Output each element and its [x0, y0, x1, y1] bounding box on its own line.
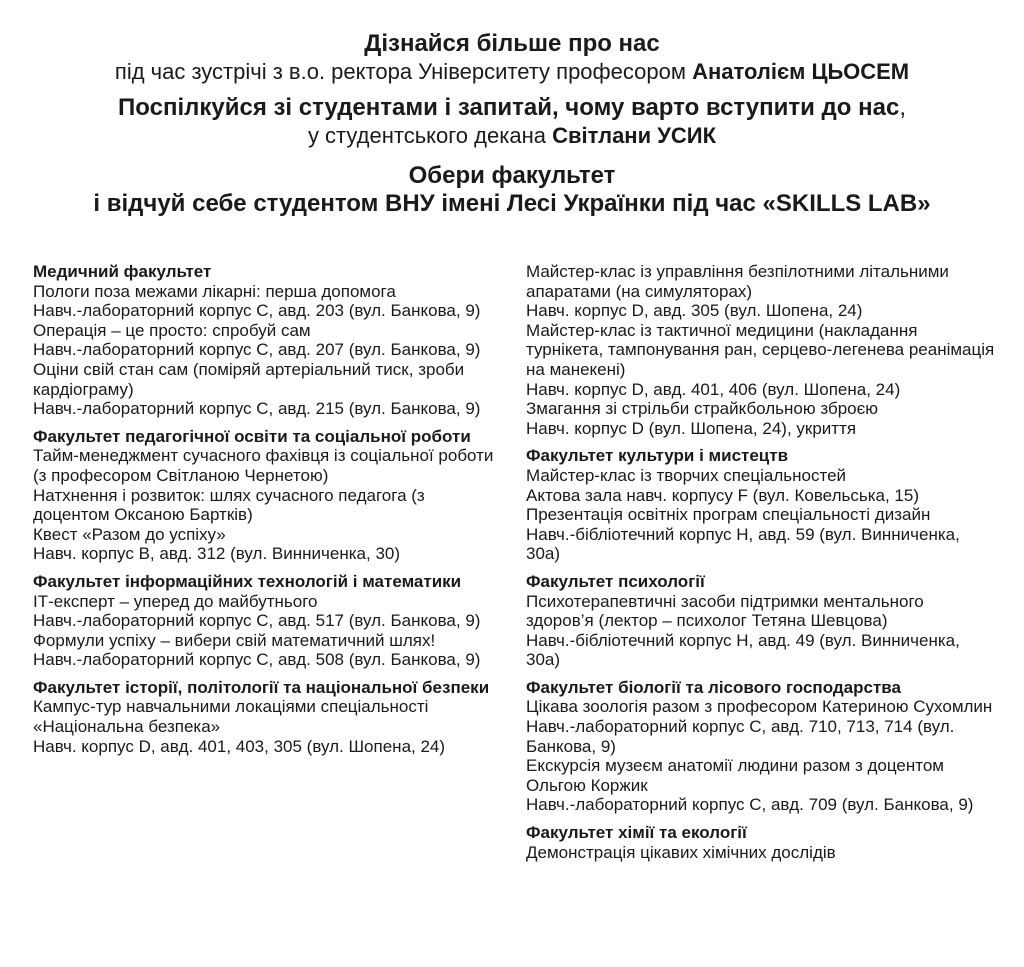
- dean-name: Світлани УСИК: [552, 123, 717, 148]
- students-invite-line: [0, 94, 1024, 122]
- rector-name: Анатолієм ЦЬОСЕМ: [692, 59, 910, 84]
- header-title: Дізнайся більше про нас: [364, 30, 660, 57]
- faculty-title: Факультет історії, політології та національної безпеки: [33, 677, 490, 697]
- event-line: Навч. корпус D, авд. 401, 406 (вул. Шопена, 24): [526, 379, 901, 399]
- event-line: Навч.-лабораторний корпус С, авд. 709 (вул. Банкова, 9): [526, 795, 974, 815]
- right-column: [526, 262, 996, 870]
- students-invite-text: Поспілкуйся зі студентами і запитай, чому варто вступити до нас: [118, 94, 900, 121]
- event-line: Оціни свій стан сам (поміряй артеріальний тиск, зроби кардіограму): [33, 359, 465, 399]
- left-column: [33, 262, 503, 764]
- event-line: Операція – це просто: спробуй сам: [33, 320, 311, 340]
- faculty-title: Факультет культури і мистецтв: [526, 446, 789, 466]
- event-line: Демонстрація цікавих хімічних дослідів: [526, 842, 836, 862]
- event-line: Майстер-клас із тактичної медицини (накладання турнікета, тампонування ран, серцево-легенева реанімація на манекені): [526, 320, 995, 379]
- event-line: Актова зала навч. корпусу F (вул. Ковельська, 15): [526, 485, 919, 505]
- rector-meeting-line: [0, 58, 1024, 86]
- event-line: Натхнення і розвиток: шлях сучасного педагога (з доцентом Оксаною Бартків): [33, 485, 425, 525]
- faculty-section: [33, 262, 503, 419]
- faculty-section: [33, 678, 503, 756]
- event-line: Майстер-клас із управління безпілотними літальними апаратами (на симуляторах): [526, 262, 949, 301]
- event-line: Навч.-лабораторний корпус С, авд. 207 (вул. Банкова, 9): [33, 340, 481, 360]
- event-line: Екскурсія музеєм анатомії людини разом з доцентом Ольгою Коржик: [526, 756, 944, 795]
- event-line: Змагання зі стрільби страйкбольною зброєю: [526, 399, 879, 419]
- choose-faculty-title: Обери факультет: [408, 162, 616, 189]
- faculty-title: Факультет хімії та екології: [526, 823, 747, 843]
- event-line: ІТ-експерт – уперед до майбутнього: [33, 591, 318, 611]
- dean-text: у студентського декана: [307, 123, 553, 148]
- faculty-section: [526, 678, 996, 815]
- event-line: Навч. корпус D (вул. Шопена, 24), укриття: [526, 418, 857, 438]
- event-line: Навч.-лабораторний корпус С, авд. 517 (вул. Банкова, 9): [33, 611, 481, 631]
- faculty-section: [526, 823, 996, 862]
- event-line: Навч.-лабораторний корпус С, авд. 215 (вул. Банкова, 9): [33, 399, 481, 419]
- event-line: Тайм-менеджмент сучасного фахівця із соціальної роботи (з професором Світланою Чернетою): [33, 446, 494, 485]
- faculty-title: Факультет психології: [526, 571, 705, 591]
- students-invite-comma: ,: [899, 94, 906, 121]
- event-line: Навч. корпус D, авд. 401, 403, 305 (вул. Шопена, 24): [33, 736, 446, 756]
- event-line: Навч.-лабораторний корпус С, авд. 508 (вул. Банкова, 9): [33, 650, 481, 670]
- event-line: Навч.-бібліотечний корпус Н, авд. 59 (вул. Винниченка, 30а): [526, 524, 960, 564]
- event-line: Навч.-лабораторний корпус С, авд. 710, 713, 714 (вул. Банкова, 9): [526, 717, 955, 756]
- event-line: Психотерапевтичні засоби підтримки ментального здоров’я (лектор – психолог Тетяна Шевцова): [526, 591, 924, 631]
- faculty-section: [526, 572, 996, 670]
- faculty-section: [33, 427, 503, 564]
- skills-lab-title: і відчуй себе студентом ВНУ імені Лесі Українки під час «SKILLS LAB»: [93, 190, 931, 217]
- faculty-section: [33, 572, 503, 670]
- event-line: Навч. корпус В, авд. 312 (вул. Винниченка, 30): [33, 544, 401, 564]
- event-line: Кампус-тур навчальними локаціями спеціальності «Національна безпека»: [33, 697, 429, 737]
- dean-line: [0, 122, 1024, 150]
- faculty-title: Факультет педагогічної освіти та соціальної роботи: [33, 426, 471, 446]
- event-line: Навч. корпус D, авд. 305 (вул. Шопена, 24): [526, 301, 863, 321]
- event-line: Квест «Разом до успіху»: [33, 524, 226, 544]
- event-line: Майстер-клас із творчих спеціальностей: [526, 465, 847, 485]
- header: [0, 30, 1024, 218]
- event-line: Формули успіху – вибери свій математичний шлях!: [33, 630, 436, 650]
- faculty-title: Факультет інформаційних технологій і математики: [33, 571, 462, 591]
- event-line: Цікава зоологія разом з професором Катериною Сухомлин: [526, 697, 993, 717]
- faculty-title: Медичний факультет: [33, 262, 212, 281]
- event-line: Пологи поза межами лікарні: перша допомога: [33, 281, 396, 301]
- faculty-title: Факультет біології та лісового господарства: [526, 677, 901, 697]
- event-line: Навч.-лабораторний корпус С, авд. 203 (вул. Банкова, 9): [33, 301, 481, 321]
- rector-meeting-text: під час зустрічі з в.о. ректора Університету професором: [114, 59, 693, 84]
- event-line: Презентація освітніх програм спеціальності дизайн: [526, 505, 931, 525]
- faculty-section: [526, 262, 996, 438]
- event-line: Навч.-бібліотечний корпус Н, авд. 49 (вул. Винниченка, 30а): [526, 630, 960, 670]
- faculty-section: [526, 446, 996, 564]
